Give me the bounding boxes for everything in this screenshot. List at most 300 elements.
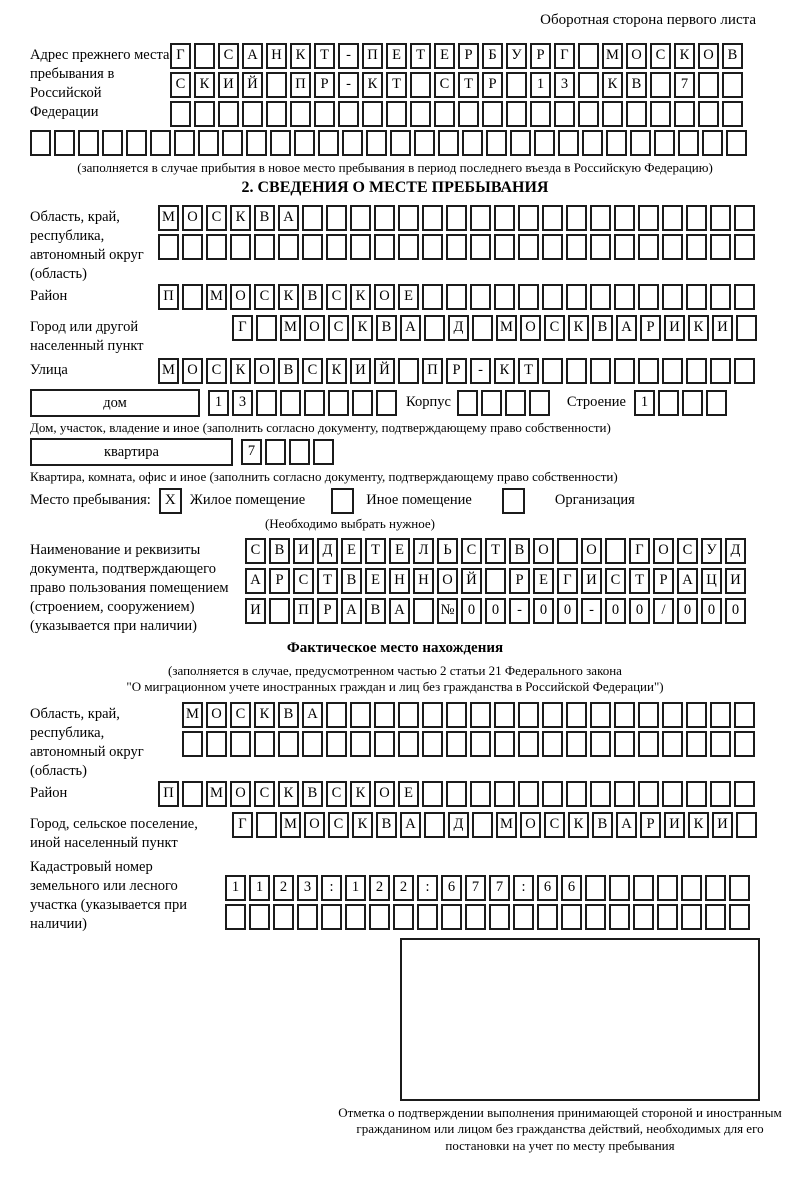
char-box[interactable]	[734, 358, 755, 384]
char-box[interactable]: С	[544, 315, 565, 341]
char-box[interactable]: Д	[448, 315, 469, 341]
char-box[interactable]: С	[254, 781, 275, 807]
char-box[interactable]	[126, 130, 147, 156]
char-box[interactable]	[254, 234, 275, 260]
char-box[interactable]: К	[674, 43, 695, 69]
char-box[interactable]: В	[341, 568, 362, 594]
char-box[interactable]	[510, 130, 531, 156]
char-box[interactable]: О	[230, 284, 251, 310]
char-box[interactable]: А	[245, 568, 266, 594]
prev-address-row-1[interactable]	[170, 43, 760, 69]
char-box[interactable]	[182, 781, 203, 807]
char-box[interactable]: О	[581, 538, 602, 564]
char-box[interactable]	[290, 101, 311, 127]
char-box[interactable]	[534, 130, 555, 156]
char-box[interactable]	[441, 904, 462, 930]
char-box[interactable]: Т	[386, 72, 407, 98]
char-box[interactable]: -	[338, 43, 359, 69]
char-box[interactable]: К	[350, 781, 371, 807]
char-box[interactable]: Т	[629, 568, 650, 594]
char-box[interactable]	[472, 812, 493, 838]
char-box[interactable]: 1	[249, 875, 270, 901]
char-box[interactable]	[638, 358, 659, 384]
char-box[interactable]	[602, 101, 623, 127]
char-box[interactable]	[729, 875, 750, 901]
char-box[interactable]: И	[245, 598, 266, 624]
char-box[interactable]: И	[664, 812, 685, 838]
char-box[interactable]	[662, 284, 683, 310]
char-box[interactable]	[530, 101, 551, 127]
char-box[interactable]: С	[245, 538, 266, 564]
char-box[interactable]	[222, 130, 243, 156]
char-box[interactable]	[590, 234, 611, 260]
char-box[interactable]: М	[206, 781, 227, 807]
stroenie-cells[interactable]	[634, 390, 730, 416]
char-box[interactable]	[662, 205, 683, 231]
char-box[interactable]	[686, 702, 707, 728]
char-box[interactable]: В	[278, 358, 299, 384]
char-box[interactable]	[326, 234, 347, 260]
char-box[interactable]	[374, 731, 395, 757]
char-box[interactable]	[605, 538, 626, 564]
char-box[interactable]: А	[677, 568, 698, 594]
char-box[interactable]	[230, 234, 251, 260]
char-box[interactable]	[558, 130, 579, 156]
char-box[interactable]: 6	[537, 875, 558, 901]
char-box[interactable]	[289, 439, 310, 465]
char-box[interactable]: -	[338, 72, 359, 98]
char-box[interactable]	[150, 130, 171, 156]
char-box[interactable]: О	[626, 43, 647, 69]
char-box[interactable]	[486, 130, 507, 156]
char-box[interactable]	[590, 731, 611, 757]
char-box[interactable]: Л	[413, 538, 434, 564]
house-number-cells[interactable]	[208, 390, 400, 416]
char-box[interactable]: 6	[441, 875, 462, 901]
char-box[interactable]	[482, 101, 503, 127]
char-box[interactable]: А	[389, 598, 410, 624]
char-box[interactable]: И	[664, 315, 685, 341]
char-box[interactable]: П	[158, 284, 179, 310]
char-box[interactable]	[614, 702, 635, 728]
char-box[interactable]	[326, 731, 347, 757]
char-box[interactable]	[590, 284, 611, 310]
char-box[interactable]	[686, 731, 707, 757]
char-box[interactable]: 1	[208, 390, 229, 416]
char-box[interactable]: К	[352, 315, 373, 341]
char-box[interactable]: Р	[640, 812, 661, 838]
char-box[interactable]: О	[374, 284, 395, 310]
char-box[interactable]	[529, 390, 550, 416]
char-box[interactable]	[630, 130, 651, 156]
char-box[interactable]: К	[362, 72, 383, 98]
char-box[interactable]: П	[422, 358, 443, 384]
char-box[interactable]: О	[182, 205, 203, 231]
char-box[interactable]: У	[701, 538, 722, 564]
char-box[interactable]	[513, 904, 534, 930]
char-box[interactable]	[662, 358, 683, 384]
char-box[interactable]	[198, 130, 219, 156]
char-box[interactable]: Н	[413, 568, 434, 594]
char-box[interactable]: В	[302, 284, 323, 310]
char-box[interactable]: 0	[677, 598, 698, 624]
char-box[interactable]	[710, 702, 731, 728]
region-row-1[interactable]	[158, 205, 760, 231]
char-box[interactable]	[294, 130, 315, 156]
char-box[interactable]: К	[350, 284, 371, 310]
char-box[interactable]: Й	[374, 358, 395, 384]
char-box[interactable]	[638, 284, 659, 310]
char-box[interactable]: 0	[557, 598, 578, 624]
char-box[interactable]	[265, 439, 286, 465]
char-box[interactable]	[462, 130, 483, 156]
char-box[interactable]	[424, 812, 445, 838]
char-box[interactable]: В	[254, 205, 275, 231]
char-box[interactable]	[638, 702, 659, 728]
char-box[interactable]	[390, 130, 411, 156]
char-box[interactable]: Г	[170, 43, 191, 69]
apartment-kind-box[interactable]: квартира	[30, 438, 233, 466]
char-box[interactable]	[681, 904, 702, 930]
char-box[interactable]: Й	[461, 568, 482, 594]
char-box[interactable]: Р	[530, 43, 551, 69]
char-box[interactable]: Е	[365, 568, 386, 594]
char-box[interactable]	[557, 538, 578, 564]
char-box[interactable]: -	[581, 598, 602, 624]
char-box[interactable]: Р	[458, 43, 479, 69]
char-box[interactable]	[710, 234, 731, 260]
char-box[interactable]	[662, 702, 683, 728]
char-box[interactable]	[554, 101, 575, 127]
char-box[interactable]	[174, 130, 195, 156]
char-box[interactable]: А	[616, 812, 637, 838]
char-box[interactable]: Т	[410, 43, 431, 69]
char-box[interactable]: И	[725, 568, 746, 594]
char-box[interactable]	[470, 205, 491, 231]
char-box[interactable]	[313, 439, 334, 465]
document-row-3[interactable]	[245, 598, 760, 624]
apartment-number-cells[interactable]	[241, 439, 337, 465]
char-box[interactable]	[590, 702, 611, 728]
char-box[interactable]: О	[374, 781, 395, 807]
char-box[interactable]: О	[437, 568, 458, 594]
char-box[interactable]: 7	[465, 875, 486, 901]
char-box[interactable]: Е	[389, 538, 410, 564]
char-box[interactable]	[686, 234, 707, 260]
char-box[interactable]	[542, 702, 563, 728]
char-box[interactable]: Е	[341, 538, 362, 564]
char-box[interactable]: В	[269, 538, 290, 564]
char-box[interactable]	[170, 101, 191, 127]
char-box[interactable]	[638, 205, 659, 231]
char-box[interactable]	[182, 234, 203, 260]
char-box[interactable]: Е	[434, 43, 455, 69]
char-box[interactable]	[506, 72, 527, 98]
char-box[interactable]	[702, 130, 723, 156]
char-box[interactable]: В	[302, 781, 323, 807]
char-box[interactable]: Р	[269, 568, 290, 594]
char-box[interactable]: О	[520, 812, 541, 838]
char-box[interactable]	[734, 284, 755, 310]
char-box[interactable]	[470, 234, 491, 260]
char-box[interactable]: С	[206, 205, 227, 231]
char-box[interactable]	[698, 72, 719, 98]
char-box[interactable]	[218, 101, 239, 127]
char-box[interactable]: Е	[533, 568, 554, 594]
char-box[interactable]: -	[509, 598, 530, 624]
char-box[interactable]: С	[461, 538, 482, 564]
char-box[interactable]: В	[722, 43, 743, 69]
char-box[interactable]: Р	[509, 568, 530, 594]
char-box[interactable]: Е	[398, 781, 419, 807]
char-box[interactable]: П	[362, 43, 383, 69]
char-box[interactable]: М	[280, 812, 301, 838]
char-box[interactable]	[566, 702, 587, 728]
char-box[interactable]: В	[626, 72, 647, 98]
char-box[interactable]: В	[278, 702, 299, 728]
char-box[interactable]	[686, 284, 707, 310]
char-box[interactable]	[710, 731, 731, 757]
char-box[interactable]: К	[688, 812, 709, 838]
char-box[interactable]	[505, 390, 526, 416]
char-box[interactable]: У	[506, 43, 527, 69]
stay-option-organization-checkbox[interactable]	[502, 488, 525, 514]
char-box[interactable]	[374, 205, 395, 231]
char-box[interactable]	[681, 875, 702, 901]
char-box[interactable]	[230, 731, 251, 757]
char-box[interactable]: С	[230, 702, 251, 728]
char-box[interactable]	[614, 358, 635, 384]
char-box[interactable]	[256, 315, 277, 341]
char-box[interactable]	[273, 904, 294, 930]
char-box[interactable]: Д	[317, 538, 338, 564]
char-box[interactable]: 2	[393, 875, 414, 901]
char-box[interactable]	[374, 702, 395, 728]
char-box[interactable]	[726, 130, 747, 156]
char-box[interactable]	[662, 781, 683, 807]
char-box[interactable]	[614, 234, 635, 260]
char-box[interactable]	[266, 101, 287, 127]
char-box[interactable]	[424, 315, 445, 341]
char-box[interactable]	[609, 875, 630, 901]
char-box[interactable]	[494, 781, 515, 807]
char-box[interactable]	[465, 904, 486, 930]
char-box[interactable]	[446, 284, 467, 310]
char-box[interactable]	[578, 101, 599, 127]
stay-option-other-checkbox[interactable]	[331, 488, 354, 514]
char-box[interactable]	[710, 205, 731, 231]
char-box[interactable]	[302, 731, 323, 757]
char-box[interactable]	[734, 781, 755, 807]
char-box[interactable]	[386, 101, 407, 127]
char-box[interactable]	[736, 315, 757, 341]
char-box[interactable]: А	[616, 315, 637, 341]
char-box[interactable]	[494, 731, 515, 757]
char-box[interactable]	[446, 781, 467, 807]
char-box[interactable]	[182, 731, 203, 757]
char-box[interactable]: С	[206, 358, 227, 384]
char-box[interactable]: М	[158, 358, 179, 384]
actual-region-row-1[interactable]	[182, 702, 760, 728]
char-box[interactable]	[734, 205, 755, 231]
cadastral-row-1[interactable]	[225, 875, 760, 901]
char-box[interactable]	[422, 731, 443, 757]
char-box[interactable]: Р	[653, 568, 674, 594]
char-box[interactable]	[350, 205, 371, 231]
char-box[interactable]: :	[417, 875, 438, 901]
char-box[interactable]	[302, 205, 323, 231]
char-box[interactable]: А	[400, 315, 421, 341]
char-box[interactable]	[458, 101, 479, 127]
char-box[interactable]	[542, 731, 563, 757]
char-box[interactable]: 3	[554, 72, 575, 98]
char-box[interactable]: М	[182, 702, 203, 728]
char-box[interactable]: 1	[345, 875, 366, 901]
char-box[interactable]: К	[688, 315, 709, 341]
char-box[interactable]	[158, 234, 179, 260]
char-box[interactable]: №	[437, 598, 458, 624]
char-box[interactable]	[734, 702, 755, 728]
char-box[interactable]	[537, 904, 558, 930]
char-box[interactable]	[194, 101, 215, 127]
char-box[interactable]	[398, 731, 419, 757]
char-box[interactable]	[585, 875, 606, 901]
char-box[interactable]: 0	[629, 598, 650, 624]
char-box[interactable]: Н	[389, 568, 410, 594]
char-box[interactable]	[318, 130, 339, 156]
char-box[interactable]	[369, 904, 390, 930]
char-box[interactable]: П	[290, 72, 311, 98]
char-box[interactable]	[102, 130, 123, 156]
char-box[interactable]	[410, 101, 431, 127]
char-box[interactable]	[585, 904, 606, 930]
char-box[interactable]: Н	[266, 43, 287, 69]
char-box[interactable]	[566, 234, 587, 260]
char-box[interactable]	[566, 284, 587, 310]
district-row[interactable]	[158, 284, 760, 310]
char-box[interactable]	[321, 904, 342, 930]
char-box[interactable]	[518, 781, 539, 807]
char-box[interactable]: С	[302, 358, 323, 384]
char-box[interactable]: 7	[674, 72, 695, 98]
char-box[interactable]	[374, 234, 395, 260]
char-box[interactable]	[518, 284, 539, 310]
char-box[interactable]: К	[326, 358, 347, 384]
char-box[interactable]	[606, 130, 627, 156]
char-box[interactable]	[278, 234, 299, 260]
char-box[interactable]: Ь	[437, 538, 458, 564]
char-box[interactable]: 7	[241, 439, 262, 465]
char-box[interactable]	[422, 234, 443, 260]
char-box[interactable]	[566, 205, 587, 231]
char-box[interactable]: К	[278, 781, 299, 807]
char-box[interactable]: С	[326, 781, 347, 807]
char-box[interactable]: 2	[273, 875, 294, 901]
char-box[interactable]	[297, 904, 318, 930]
char-box[interactable]: М	[602, 43, 623, 69]
char-box[interactable]	[446, 731, 467, 757]
char-box[interactable]	[446, 702, 467, 728]
char-box[interactable]: Е	[398, 284, 419, 310]
char-box[interactable]: Д	[448, 812, 469, 838]
char-box[interactable]: С	[328, 812, 349, 838]
char-box[interactable]	[414, 130, 435, 156]
char-box[interactable]	[638, 781, 659, 807]
char-box[interactable]	[678, 130, 699, 156]
char-box[interactable]: О	[206, 702, 227, 728]
char-box[interactable]: М	[206, 284, 227, 310]
char-box[interactable]	[269, 598, 290, 624]
char-box[interactable]: 3	[297, 875, 318, 901]
stay-option-residential-checkbox[interactable]: X	[159, 488, 182, 514]
char-box[interactable]	[662, 234, 683, 260]
char-box[interactable]	[518, 234, 539, 260]
char-box[interactable]: Г	[232, 315, 253, 341]
char-box[interactable]	[328, 390, 349, 416]
char-box[interactable]	[398, 358, 419, 384]
char-box[interactable]	[686, 781, 707, 807]
char-box[interactable]: :	[321, 875, 342, 901]
char-box[interactable]: М	[280, 315, 301, 341]
char-box[interactable]: С	[326, 284, 347, 310]
char-box[interactable]: Р	[446, 358, 467, 384]
char-box[interactable]	[489, 904, 510, 930]
char-box[interactable]: К	[278, 284, 299, 310]
char-box[interactable]	[398, 234, 419, 260]
char-box[interactable]: Б	[482, 43, 503, 69]
char-box[interactable]: О	[520, 315, 541, 341]
document-row-2[interactable]	[245, 568, 760, 594]
char-box[interactable]: П	[293, 598, 314, 624]
char-box[interactable]	[342, 130, 363, 156]
char-box[interactable]	[242, 101, 263, 127]
char-box[interactable]: И	[712, 812, 733, 838]
actual-region-row-2[interactable]	[182, 731, 760, 757]
char-box[interactable]: 0	[701, 598, 722, 624]
char-box[interactable]: С	[605, 568, 626, 594]
char-box[interactable]	[494, 234, 515, 260]
char-box[interactable]: Т	[518, 358, 539, 384]
char-box[interactable]	[256, 812, 277, 838]
char-box[interactable]	[729, 904, 750, 930]
char-box[interactable]: К	[290, 43, 311, 69]
char-box[interactable]	[566, 731, 587, 757]
char-box[interactable]: С	[434, 72, 455, 98]
char-box[interactable]: 2	[369, 875, 390, 901]
char-box[interactable]: 0	[461, 598, 482, 624]
actual-district-row[interactable]	[158, 781, 760, 807]
char-box[interactable]	[566, 781, 587, 807]
char-box[interactable]: О	[254, 358, 275, 384]
char-box[interactable]	[472, 315, 493, 341]
char-box[interactable]	[638, 731, 659, 757]
char-box[interactable]	[304, 390, 325, 416]
char-box[interactable]	[350, 731, 371, 757]
char-box[interactable]	[270, 130, 291, 156]
char-box[interactable]	[638, 234, 659, 260]
char-box[interactable]	[542, 284, 563, 310]
char-box[interactable]: 1	[530, 72, 551, 98]
char-box[interactable]	[182, 284, 203, 310]
korpus-cells[interactable]	[457, 390, 553, 416]
char-box[interactable]	[590, 358, 611, 384]
char-box[interactable]	[722, 72, 743, 98]
char-box[interactable]	[614, 731, 635, 757]
char-box[interactable]	[578, 43, 599, 69]
char-box[interactable]	[470, 702, 491, 728]
char-box[interactable]: -	[470, 358, 491, 384]
char-box[interactable]	[256, 390, 277, 416]
